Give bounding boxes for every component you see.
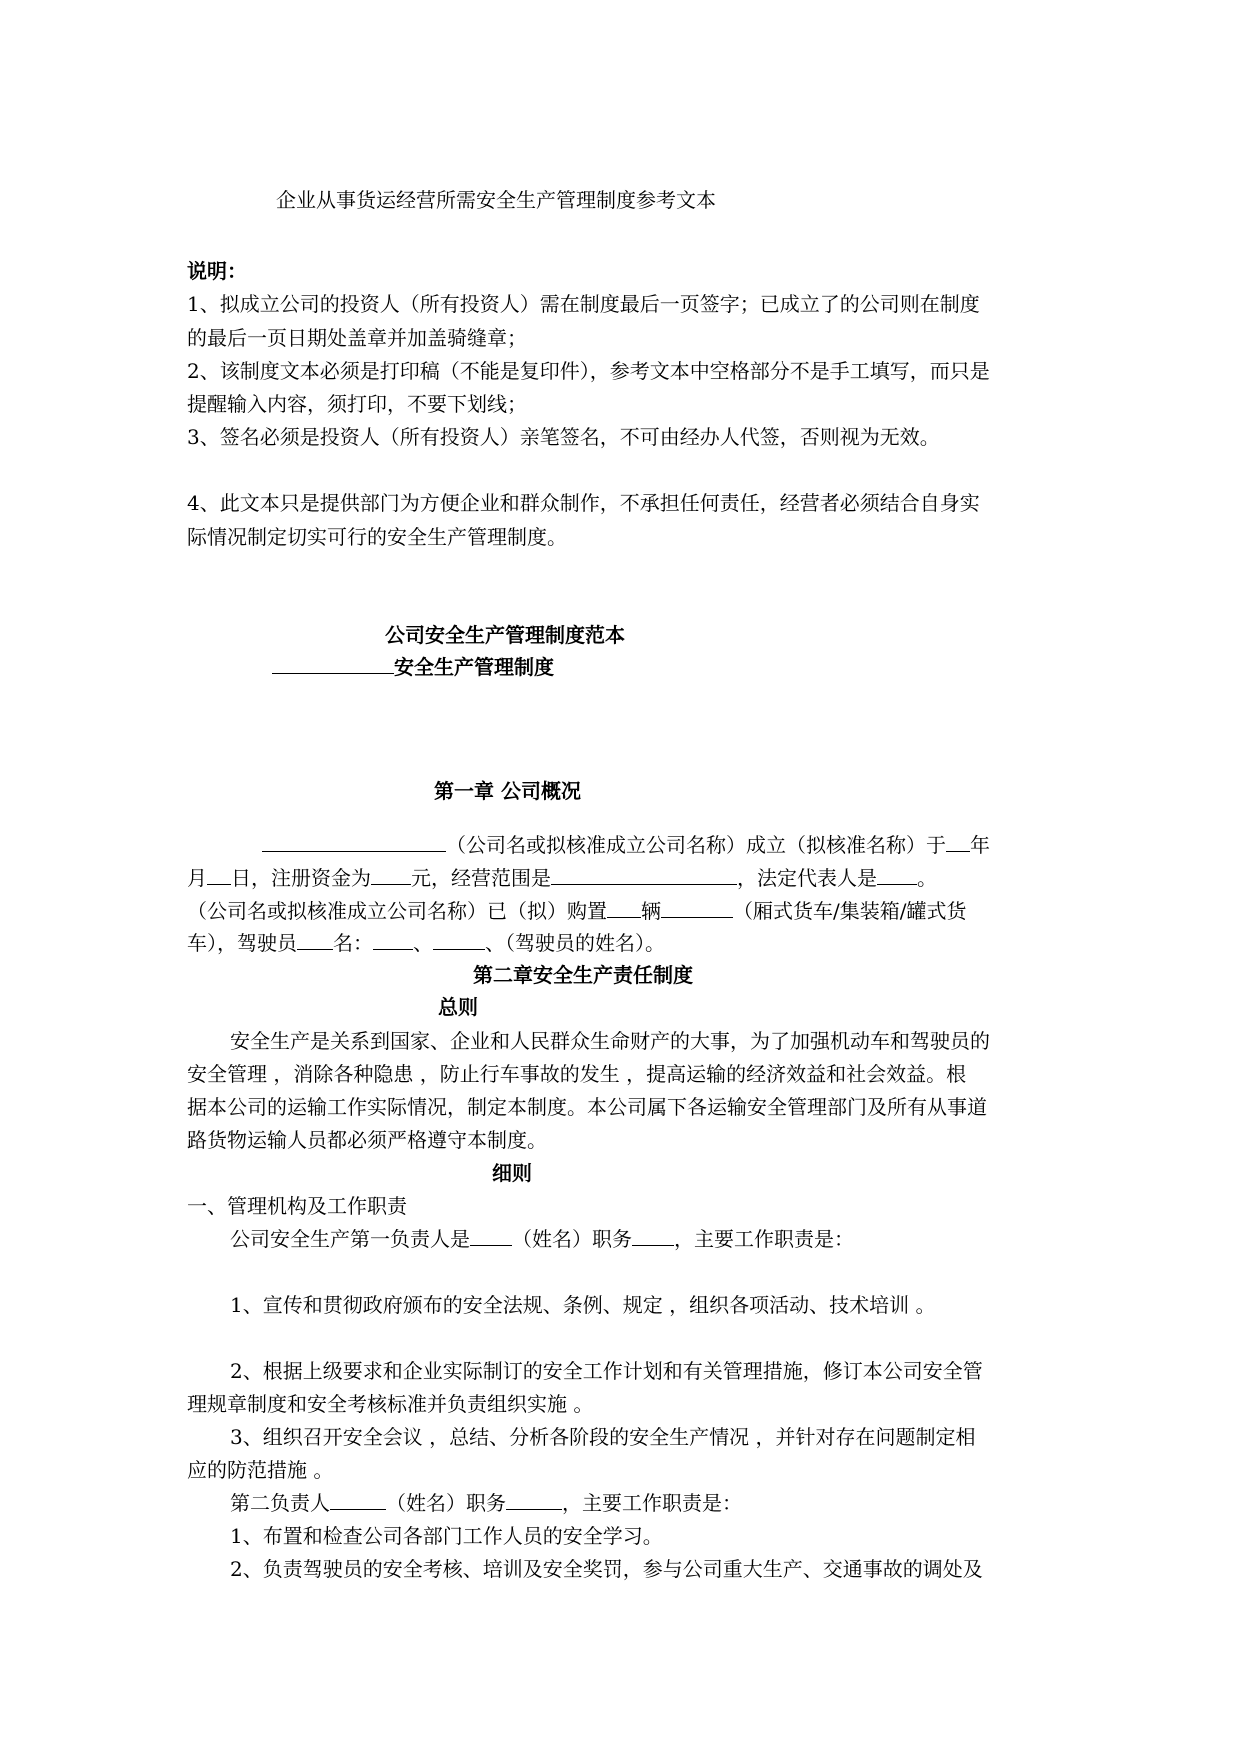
second-duty-1: 1、布置和检查公司各部门工作人员的安全学习。 [230,1524,663,1548]
template-subtitle: 安全生产管理制度 [272,651,554,683]
general-line-4: 路货物运输人员都必须严格遵守本制度。 [187,1128,547,1152]
template-title: 公司安全生产管理制度范本 [385,623,625,647]
duty-1: 1、宣传和贯彻政府颁布的安全法规、条例、规定 ，组织各项活动、技术培训 。 [230,1293,936,1317]
note-2-line-2: 提醒输入内容，须打印，不要下划线； [187,392,527,416]
duty-2-line-2: 理规章制度和安全考核标准并负责组织实施 。 [187,1392,594,1416]
duty-3-line-2: 应的防范措施 。 [187,1458,334,1482]
general-line-3: 据本公司的运输工作实际情况，制定本制度。本公司属下各运输安全管理部门及所有从事道 [187,1095,987,1119]
notes-heading: 说明： [187,259,247,283]
second-responsible-line: 第二负责人 （姓名）职务 ，主要工作职责是： [230,1487,742,1519]
chapter-1-title: 第一章 公司概况 [434,779,581,803]
company-name-blank [272,651,394,674]
document-title: 企业从事货运经营所需安全生产管理制度参考文本 [276,188,716,212]
second-duty-2: 2、负责驾驶员的安全考核、培训及安全奖罚，参与公司重大生产、交通事故的调处及 [230,1557,983,1581]
general-line-1: 安全生产是关系到国家、企业和人民群众生命财产的大事，为了加强机动车和驾驶员的 [230,1029,990,1053]
duty-3-line-1: 3、组织召开安全会议 ，总结、分析各阶段的安全生产情况 ，并针对存在问题制定相 [230,1425,976,1449]
general-heading: 总则 [438,995,478,1019]
note-3: 3、签名必须是投资人（所有投资人）亲笔签名，不可由经办人代签，否则视为无效。 [187,425,940,449]
overview-line-2: 月 日，注册资金为 元，经营范围是 ，法定代表人是 。 [187,862,937,894]
chapter-2-title: 第二章安全生产责任制度 [473,963,693,987]
duty-2-line-1: 2、根据上级要求和企业实际制订的安全工作计划和有关管理措施，修订本公司安全管 [230,1359,983,1383]
note-1-line-2: 的最后一页日期处盖章并加盖骑缝章； [187,326,527,350]
note-1-line-1: 1、拟成立公司的投资人（所有投资人）需在制度最后一页签字；已成立了的公司则在制度 [187,292,980,316]
detail-heading: 细则 [492,1161,532,1185]
overview-line-3: （公司名或拟核准成立公司名称）已（拟）购置 辆 （厢式货车/集装箱/罐式货 [187,895,966,927]
first-responsible-line: 公司安全生产第一负责人是 （姓名）职务 ，主要工作职责是： [230,1223,854,1255]
overview-line-1: （公司名或拟核准成立公司名称）成立（拟核准名称）于 年 [262,829,1052,861]
section-1-heading: 一、管理机构及工作职责 [187,1194,407,1218]
note-2-line-1: 2、该制度文本必须是打印稿（不能是复印件），参考文本中空格部分不是手工填写，而只是 [187,359,990,383]
overview-line-4: 车），驾驶员 名： 、 、（驾驶员的姓名）。 [187,927,665,959]
note-4-line-2: 际情况制定切实可行的安全生产管理制度。 [187,525,567,549]
general-line-2: 安全管理 ，消除各种隐患 ，防止行车事故的发生 ，提高运输的经济效益和社会效益。根 [187,1062,967,1086]
note-4-line-1: 4、此文本只是提供部门为方便企业和群众制作，不承担任何责任，经营者必须结合自身实 [187,491,980,515]
